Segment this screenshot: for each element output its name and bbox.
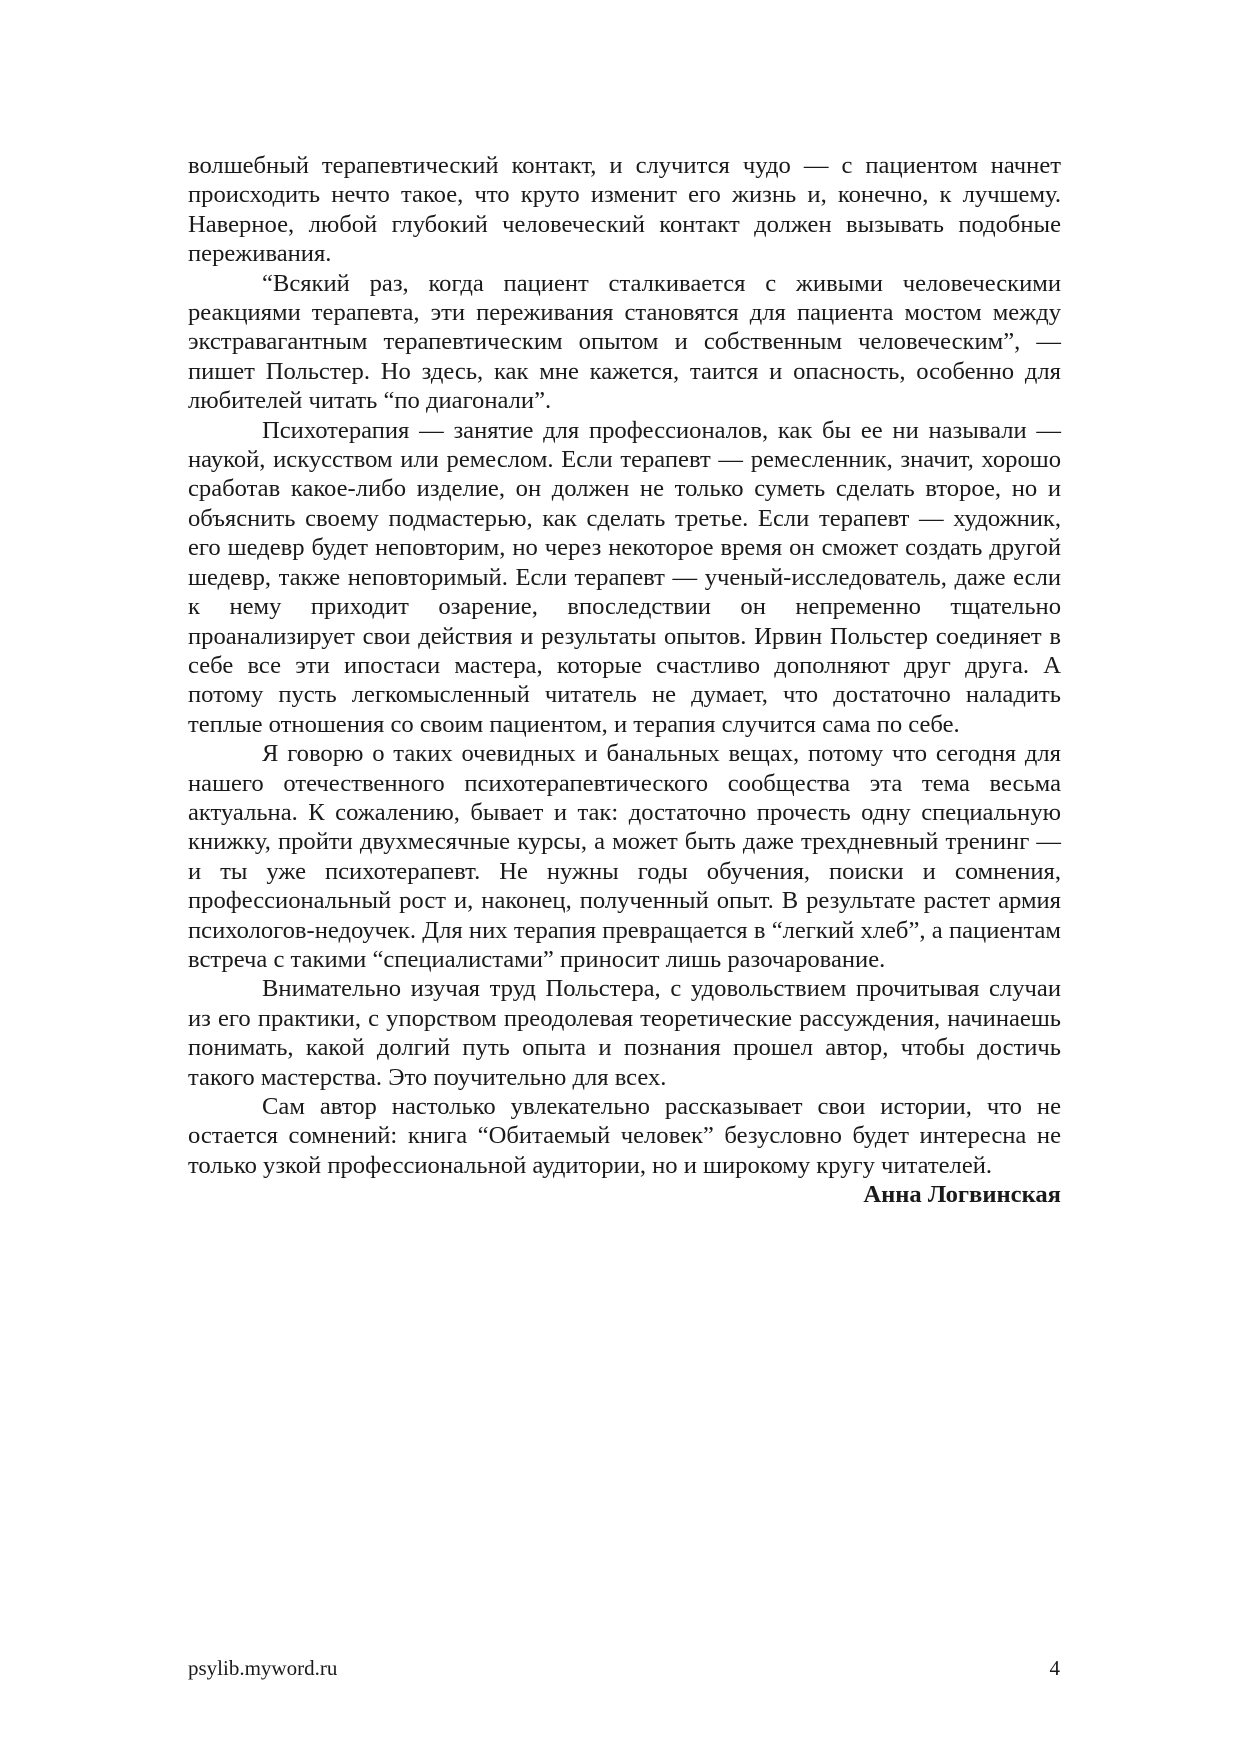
paragraph-6: Сам автор настолько увлекательно рассказывает свои истории, что не остается сомнений: книга “Обитаемый человек” безусловно будет интересна не только узкой профессиональной аудитории, но и широкому кругу читателей. xyxy=(188,1093,1061,1179)
paragraph-3: Психотерапия — занятие для профессионалов, как бы ее ни называли — наукой, искусством или ремеслом. Если терапевт — ремесленник, значит, хорошо сработав какое-либо изделие, он должен не только суметь сделать второе, но и объяснить своему подмастерью, как сделать третье. Если терапевт — художник, его шедевр будет неповторим, но через некоторое время он сможет создать другой шедевр, также неповторимый. Если терапевт — ученый-исследователь, даже если к нему приходит озарение, впоследствии он непременно тщательно проанализирует свои действия и результаты опытов. Ирвин Польстер соединяет в себе все эти ипостаси мастера, которые счастливо дополняют друг друга. А потому пусть легкомысленный читатель не думает, что достаточно наладить теплые отношения со своим пациентом, и терапия случится сама по себе. xyxy=(188,416,1061,738)
author-signature: Анна Логвинская xyxy=(863,1181,1061,1209)
document-body xyxy=(188,151,1061,1210)
paragraph-1: волшебный терапевтический контакт, и случится чудо — с пациентом начнет происходить нечто такое, что круто изменит его жизнь и, конечно, к лучшему. Наверное, любой глубокий человеческий контакт должен вызывать подобные переживания. xyxy=(188,152,1061,268)
paragraph-2: “Всякий раз, когда пациент сталкивается с живыми человеческими реакциями терапевта, эти переживания становятся для пациента мостом между экстравагантным терапевтическим опытом и собственным человеческим”, — пишет Польстер. Но здесь, как мне кажется, таится и опасность, особенно для любителей читать “по диагонали”. xyxy=(188,269,1061,415)
paragraph-5: Внимательно изучая труд Польстера, с удовольствием прочитывая случаи из его практики, с упорством преодолевая теоретические рассуждения, начинаешь понимать, какой долгий путь опыта и познания прошел автор, чтобы достичь такого мастерства. Это поучительно для всех. xyxy=(188,975,1061,1091)
page-number: 4 xyxy=(1049,1656,1060,1680)
footer-site-name: psylib.myword.ru xyxy=(188,1656,338,1680)
paragraph-4: Я говорю о таких очевидных и банальных вещах, потому что сегодня для нашего отечественного психотерапевтического сообщества эта тема весьма актуальна. К сожалению, бывает и так: достаточно прочесть одну специальную книжку, пройти двухмесячные курсы, а может быть даже трехдневный тренинг — и ты уже психотерапевт. Не нужны годы обучения, поиски и сомнения, профессиональный рост и, наконец, полученный опыт. В результате растет армия психологов-недоучек. Для них терапия превращается в “легкий хлеб”, а пациентам встреча с такими “специалистами” приносит лишь разочарование. xyxy=(188,740,1061,973)
